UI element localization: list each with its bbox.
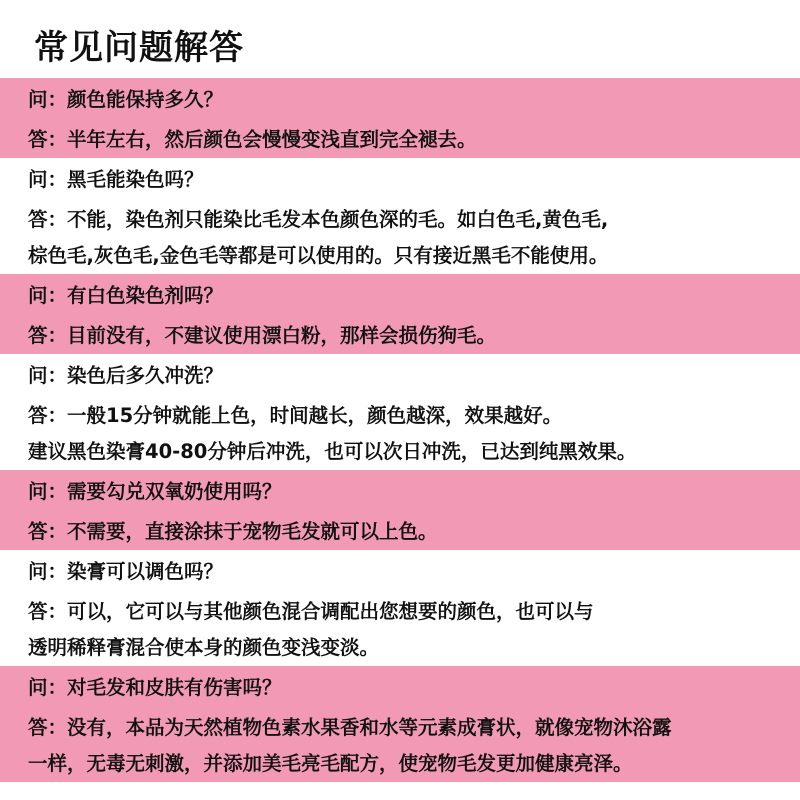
faq-answer-line: 答：一般15分钟就能上色，时间越长，颜色越深，效果越好。 xyxy=(28,404,563,427)
faq-answer-line: 答：没有，本品为天然植物色素水果香和水等元素成膏状，就像宠物沐浴露 xyxy=(28,716,672,739)
faq-answer-line: 答：可以，它可以与其他颜色混合调配出您想要的颜色，也可以与 xyxy=(28,600,594,623)
faq-list xyxy=(0,78,800,782)
faq-item xyxy=(0,78,800,158)
faq-item xyxy=(0,666,800,782)
faq-item xyxy=(0,158,800,274)
faq-answer-line: 建议黑色染膏40-80分钟后冲洗，也可以次日冲洗，已达到纯黑效果。 xyxy=(28,440,637,463)
faq-question: 问：需要勾兑双氧奶使用吗？ xyxy=(28,480,282,503)
faq-item xyxy=(0,470,800,550)
faq-item xyxy=(0,354,800,470)
faq-question: 问：对毛发和皮肤有伤害吗？ xyxy=(28,676,282,699)
faq-answer-line: 答：半年左右，然后颜色会慢慢变浅直到完全褪去。 xyxy=(28,128,477,151)
faq-answer-line: 答：不需要，直接涂抹于宠物毛发就可以上色。 xyxy=(28,520,438,543)
faq-answer-line: 一样，无毒无刺激，并添加美毛亮毛配方，使宠物毛发更加健康亮泽。 xyxy=(28,752,633,775)
faq-question: 问：染膏可以调色吗？ xyxy=(28,560,224,583)
page-title: 常见问题解答 xyxy=(34,28,244,68)
faq-question: 问：颜色能保持多久？ xyxy=(28,88,224,111)
faq-answer-line: 透明稀释膏混合使本身的颜色变浅变淡。 xyxy=(28,636,380,659)
faq-answer-line: 答：目前没有，不建议使用漂白粉，那样会损伤狗毛。 xyxy=(28,324,497,347)
faq-question: 问：黑毛能染色吗？ xyxy=(28,168,204,191)
faq-item xyxy=(0,274,800,354)
faq-item xyxy=(0,550,800,666)
faq-answer-line: 棕色毛,灰色毛,金色毛等都是可以使用的。只有接近黑毛不能使用。 xyxy=(28,244,609,267)
faq-answer-line: 答：不能，染色剂只能染比毛发本色颜色深的毛。如白色毛,黄色毛, xyxy=(28,208,609,231)
faq-question: 问：染色后多久冲洗？ xyxy=(28,364,224,387)
faq-question: 问：有白色染色剂吗？ xyxy=(28,284,224,307)
